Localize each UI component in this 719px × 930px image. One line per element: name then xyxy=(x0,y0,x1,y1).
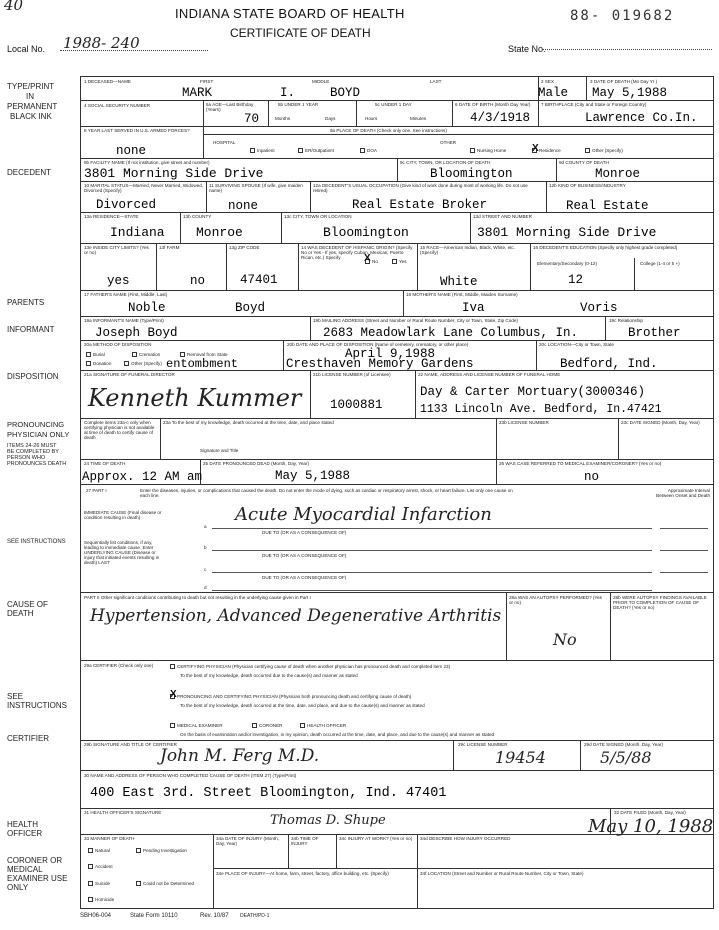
value-business: Real Estate xyxy=(566,199,649,213)
option-suicide[interactable]: Suicide xyxy=(88,881,110,886)
side-medical: MEDICAL xyxy=(7,865,43,874)
value-mother-last: Voris xyxy=(580,301,618,315)
row-line xyxy=(80,126,714,127)
value-relationship: Brother xyxy=(628,326,681,340)
col-line xyxy=(580,740,581,770)
side-only: ONLY xyxy=(7,883,29,892)
label-business: 12b KIND OF BUSINESS/INDUSTRY xyxy=(549,183,626,188)
label-relationship: 19c Relationship xyxy=(609,318,643,323)
value-fd-license: 1000881 xyxy=(330,398,383,412)
row-line xyxy=(80,740,714,741)
col-line xyxy=(281,212,282,243)
option-cremation[interactable]: Cremation xyxy=(132,352,160,357)
label-fd-signature: 21a SIGNATURE OF FUNERAL DIRECTOR xyxy=(84,372,175,377)
value-date-pronounced: May 5,1988 xyxy=(275,469,351,483)
option-could-not-determine[interactable]: Could not be Determined xyxy=(136,881,196,886)
col-line xyxy=(213,834,214,909)
local-no-label: Local No. xyxy=(7,44,46,54)
row-line xyxy=(80,100,714,101)
agency-title: INDIANA STATE BOARD OF HEALTH xyxy=(175,6,405,21)
label-referred: 26 WAS CASE REFERRED TO MEDICAL EXAMINER/CORONER? (Yes or no) xyxy=(499,461,662,466)
side-in: IN xyxy=(26,92,34,101)
value-referred: no xyxy=(584,470,600,484)
row-line xyxy=(80,340,714,341)
label-29c: 29c LICENSE NUMBER xyxy=(458,742,508,747)
value-date-of-death: May 5,1988 xyxy=(592,86,668,100)
side-see-instructions: SEE INSTRUCTIONS xyxy=(7,539,66,545)
label-line-a: a xyxy=(204,524,207,529)
side-see: SEE xyxy=(7,692,24,701)
value-disposition-location: Bedford, Ind. xyxy=(560,357,658,371)
option-nursing-home[interactable]: Nursing Home xyxy=(470,148,506,153)
col-line xyxy=(496,459,497,484)
col-line xyxy=(470,212,471,243)
col-line xyxy=(536,340,537,370)
option-homicide[interactable]: Homicide xyxy=(88,897,114,902)
label-32: 32 DATE FILED (Month, Day, Year) xyxy=(614,810,686,815)
col-line xyxy=(310,181,311,212)
value-autopsy: No xyxy=(553,630,577,649)
label-certifier: 29a CERTIFIER (Check only one) xyxy=(84,663,154,668)
footer-form-code: SBH06-004 xyxy=(80,913,112,919)
local-no-value: 1988- 240 xyxy=(63,34,140,52)
side-certifier: CERTIFIER xyxy=(7,734,50,743)
col-line xyxy=(546,181,547,212)
label-disposition-place: 20b DATE AND PLACE OF DISPOSITION (Name of cemetery, crematory, or other place) xyxy=(287,342,469,347)
label-disposition-location: 20c LOCATION—City or Town, State xyxy=(539,342,614,347)
label-race: 15 RACE—American Indian, Black, White, etc. (Specify) xyxy=(420,245,515,255)
row-line xyxy=(80,459,714,460)
col-line xyxy=(530,243,531,290)
col-line xyxy=(586,76,587,100)
label-34b: 34b TIME OF INJURY xyxy=(291,836,319,846)
value-facility: 3801 Morning Side Drive xyxy=(84,166,264,181)
col-line xyxy=(417,243,418,290)
label-name: 1 DECEASED—NAME xyxy=(84,79,131,84)
label-days: Days xyxy=(325,116,336,121)
col-line xyxy=(506,592,507,660)
state-no-line xyxy=(542,49,712,50)
col-line xyxy=(283,340,284,370)
value-funeral-home-1: Day & Carter Mortuary(3000346) xyxy=(420,385,646,399)
row-line xyxy=(80,770,714,771)
side-items-note1: ITEMS 24-26 MUST xyxy=(7,443,57,449)
label-line-c: c xyxy=(204,567,207,572)
label-res-street: 13d STREET AND NUMBER xyxy=(473,214,532,219)
side-coroner-or: CORONER OR xyxy=(7,856,63,865)
value-29d: 5/5/88 xyxy=(600,748,652,767)
label-informant-address: 19b MAILING ADDRESS (Street and Number or Rural Route Number, City or Town, State, Zip Code) xyxy=(313,318,518,323)
value-father: Noble xyxy=(128,301,166,315)
label-res-county: 13b COUNTY xyxy=(183,214,212,219)
label-mother: 18 MOTHER'S NAME (First, Middle, Maiden Surname) xyxy=(406,292,518,297)
option-er[interactable]: ER/Outpatient xyxy=(298,148,334,153)
label-marital: 10 MARITAL STATUS—Married, Never Married, Widowed, Divorced (Specify) xyxy=(84,183,204,193)
label-interval: Approximate Interval Between Onset and Death xyxy=(656,488,710,498)
label-education-college: College (1-4 or 5 +) xyxy=(640,261,680,266)
value-disposition-place: Cresthaven Memory Gardens xyxy=(286,357,474,371)
label-31: 31 HEALTH OFFICER'S SIGNATURE xyxy=(84,810,162,815)
side-cause-of: CAUSE OF xyxy=(7,600,48,609)
option-burial[interactable]: Burial xyxy=(86,352,105,357)
value-32: May 10, 1988 xyxy=(588,816,714,837)
value-res-city: Bloomington xyxy=(323,225,409,240)
label-armed-forces: 8 YEAR LAST SERVED IN U.S. ARMED FORCES? xyxy=(84,128,190,133)
col-line xyxy=(160,418,161,459)
value-disposition-method: entombment xyxy=(166,357,239,371)
option-health-officer[interactable]: HEALTH OFFICER xyxy=(300,723,346,728)
col-line xyxy=(605,316,606,340)
value-zip: 47401 xyxy=(240,273,278,287)
label-dob: 6 DATE OF BIRTH (Month Day Year) xyxy=(455,102,531,107)
value-part-2: Hypertension, Advanced Degenerative Arthritis xyxy=(90,606,502,626)
col-line xyxy=(336,834,337,868)
label-hospital: HOSPITAL xyxy=(213,140,236,145)
col-line xyxy=(310,316,311,340)
col-line xyxy=(496,418,497,459)
col-line xyxy=(288,834,289,868)
line-b xyxy=(212,550,652,551)
label-date-pronounced: 25 DATE PRONOUNCED DEAD (Month, Day, Year) xyxy=(203,461,310,466)
label-line-b: b xyxy=(204,545,207,550)
label-hours: Hours xyxy=(365,116,378,121)
col-line xyxy=(268,100,269,126)
side-items-note3: PERSON WHO xyxy=(7,455,46,461)
side-pronouncing: PRONOUNCING xyxy=(7,420,65,429)
side-type-print: TYPE/PRINT xyxy=(7,82,55,91)
col-line xyxy=(180,212,181,243)
value-farm: no xyxy=(190,274,206,288)
option-certifying-physician[interactable]: CERTIFYING PHYSICIAN (Physician certifying cause of death when another physician has pronounced death and completed item 23) xyxy=(170,664,450,669)
value-last: BOYD xyxy=(330,86,361,100)
col-line xyxy=(403,290,404,316)
value-race: White xyxy=(440,275,478,289)
label-part-2: PART II Other significant conditions contributing to death but not resulting in the underlying cause given in Part I xyxy=(84,595,311,600)
side-permanent: PERMANENT xyxy=(7,102,58,111)
row-line xyxy=(80,243,714,244)
value-30: 400 East 3rd. Street Bloomington, Ind. 47401 xyxy=(90,786,447,801)
value-informant: Joseph Boyd xyxy=(95,326,178,340)
value-middle: I. xyxy=(280,86,296,100)
label-ssn: 4 SOCIAL SECURITY NUMBER xyxy=(84,103,151,108)
value-education: 12 xyxy=(568,273,584,287)
label-facility: 9b FACILITY NAME (If not institution, give street and number) xyxy=(84,160,210,165)
row-line xyxy=(213,868,714,869)
footer-rev: Rev. 10/87 xyxy=(200,913,229,919)
col-line xyxy=(203,126,204,158)
label-23a-signature: Signature and Title xyxy=(200,448,239,453)
value-inside-city: yes xyxy=(107,274,130,288)
col-line xyxy=(206,181,207,212)
option-residence[interactable]: Residence xyxy=(532,148,561,153)
label-middle: MIDDLE xyxy=(312,79,330,84)
label-months: Months xyxy=(275,116,291,121)
label-birthplace: 7 BIRTHPLACE (City and State or Foreign Country) xyxy=(541,102,647,107)
col-line xyxy=(397,158,398,181)
value-birthplace: Lawrence Co.In. xyxy=(585,111,698,125)
label-hispanic: 14 WAS DECEDENT OF HISPANIC ORIGIN? (Specify No or Yes - If yes, specify Cuban, Mexican, Puerto Rican, etc.) Specify xyxy=(301,245,413,260)
col-line xyxy=(203,100,204,126)
col-line xyxy=(618,418,619,459)
col-line xyxy=(538,100,539,126)
value-mother: Iva xyxy=(462,301,485,315)
side-parents: PARENTS xyxy=(7,298,45,307)
value-first: MARK xyxy=(182,86,213,100)
state-no-value: 88- 019682 xyxy=(570,8,675,24)
corner-mark: 40 xyxy=(4,0,24,14)
label-autopsy: 28a WAS AN AUTOPSY PERFORMED? (Yes or no) xyxy=(509,595,602,605)
option-donation[interactable]: Donation xyxy=(86,361,111,366)
label-place-of-death: 9a PLACE OF DEATH (Check only one. See instructions) xyxy=(330,128,447,133)
value-disposition-date: April 9,1988 xyxy=(345,347,436,361)
label-34e: 34e PLACE OF INJURY—At home, farm, street, factory, office building, etc. (Specify) xyxy=(216,871,389,876)
value-sex: Male xyxy=(538,86,569,100)
label-34a: 34a DATE OF INJURY (Month, Day, Year) xyxy=(216,836,280,846)
label-due-to-c: DUE TO (OR AS A CONSEQUENCE OF) xyxy=(262,575,347,580)
col-line xyxy=(453,740,454,770)
option-other[interactable]: Other (Specify) xyxy=(585,148,623,153)
hispanic-check-mark: X xyxy=(364,253,371,264)
label-under-1-day: 5c UNDER 1 DAY xyxy=(375,102,412,107)
label-time-of-death: 24 TIME OF DEATH xyxy=(84,461,126,466)
col-line xyxy=(298,243,299,290)
side-examiner: EXAMINER USE xyxy=(7,874,68,883)
value-armed-forces: none xyxy=(116,144,147,158)
option-inpatient[interactable]: Inpatient xyxy=(250,148,275,153)
interval-b xyxy=(660,550,708,551)
label-line-d: d xyxy=(204,585,207,590)
side-physician-only: PHYSICIAN ONLY xyxy=(7,430,70,439)
label-first: FIRST xyxy=(200,79,214,84)
text-medical-examiner: On the basis of examination and/or investigation, in my opinion, death occurred at the time, date, and place, and due to the cause(s) and manner as stated xyxy=(180,732,495,737)
value-informant-address: 2683 Meadowlark Lane Columbus, In. xyxy=(323,326,579,340)
value-occupation: Real Estate Broker xyxy=(352,198,488,212)
col-line xyxy=(634,258,635,290)
interval-c xyxy=(660,572,708,573)
label-sequential: Sequentially list conditions, if any, leading to immediate cause. Enter UNDERLYING CAUSE (Disease or injury that initiated events resulting in death) LAST xyxy=(84,540,160,565)
label-father: 17 FATHER'S NAME (First, Middle, Last) xyxy=(84,292,168,297)
label-res-city: 13c CITY, TOWN OR LOCATION xyxy=(284,214,352,219)
state-no-label: State No. xyxy=(508,44,546,54)
row-line xyxy=(80,290,714,291)
value-cause-a: Acute Myocardial Infarction xyxy=(235,504,492,525)
line-d xyxy=(212,590,652,591)
value-county-of-death: Monroe xyxy=(595,167,641,181)
label-immediate-cause: IMMEDIATE CAUSE (Final disease or condition resulting in death) xyxy=(84,510,162,520)
label-farm: 13f FARM xyxy=(159,245,180,250)
option-removal[interactable]: Removal from State xyxy=(180,352,228,357)
value-father-last: Boyd xyxy=(235,301,266,315)
label-23a: 23a To the best of my knowledge, death occurred at the time, date, and place stated xyxy=(163,420,334,425)
value-spouse: none xyxy=(228,199,259,213)
value-31: Thomas D. Shupe xyxy=(270,813,386,828)
label-spouse: 11 SURVIVING SPOUSE (If wife, give maiden name) xyxy=(209,183,303,193)
col-line xyxy=(556,158,557,181)
label-part-1: 27 PART I xyxy=(86,488,107,493)
option-other-disposition[interactable]: Other (Specify) xyxy=(124,361,162,366)
row-line xyxy=(80,808,714,809)
label-fd-license: 21b LICENSE NUMBER (of Licensee) xyxy=(313,372,391,377)
value-29c: 19454 xyxy=(495,748,546,767)
label-23b: 23b LICENSE NUMBER xyxy=(499,420,549,425)
label-23-note: Complete items 23a-c only when certifying physician is not available at time of death to certify cause of death xyxy=(84,420,155,440)
text-certifying-physician: To the best of my knowledge, death occurred due to the cause(s) and manner as stated xyxy=(180,673,358,678)
value-city-of-death: Bloomington xyxy=(430,167,513,181)
option-doa[interactable]: DOA xyxy=(360,148,377,153)
pronouncing-check-mark: X xyxy=(170,689,177,700)
local-no-line xyxy=(60,50,208,51)
label-date-of-death: 3 DATE OF DEATH (Mo Day Yr ) xyxy=(590,79,658,84)
label-county-of-death: 9d COUNTY OF DEATH xyxy=(559,160,609,165)
footer-state-form: State Form 10110 xyxy=(130,913,178,919)
side-disposition: DISPOSITION xyxy=(7,372,59,381)
side-black-ink: BLACK INK xyxy=(10,112,52,121)
side-officer: OFFICER xyxy=(7,829,43,838)
label-informant: 19a INFORMANT'S NAME (Type/Print) xyxy=(84,318,164,323)
option-pending[interactable]: Pending Investigation xyxy=(136,848,196,853)
col-line xyxy=(310,370,311,418)
interval-a xyxy=(660,528,708,529)
side-decedent: DECEDENT xyxy=(7,168,52,177)
label-inside-city: 13e INSIDE CITY LIMITS? (Yes or no) xyxy=(84,245,149,255)
value-age: 70 xyxy=(244,112,260,126)
label-due-to-b: DUE TO (OR AS A CONSEQUENCE OF) xyxy=(262,553,347,558)
side-informant: INFORMANT xyxy=(7,325,55,334)
option-hispanic-yes[interactable]: Yes xyxy=(392,259,407,264)
line-a xyxy=(212,528,652,529)
option-natural[interactable]: Natural xyxy=(88,848,110,853)
label-certifier-signature: 29b SIGNATURE AND TITLE OF CERTIFIER xyxy=(84,742,177,747)
label-under-1-year: 5b UNDER 1 YEAR xyxy=(278,102,319,107)
col-line xyxy=(417,834,418,909)
fd-signature: Kenneth Kummer xyxy=(88,384,302,412)
label-34d: 34d DESCRIBE HOW INJURY OCCURRED xyxy=(420,836,511,841)
label-disposition-method: 20a METHOD OF DISPOSITION xyxy=(84,342,152,347)
side-instructions: INSTRUCTIONS xyxy=(7,701,67,710)
residence-check-mark: X xyxy=(532,143,539,154)
value-certifier-signature: John M. Ferg M.D. xyxy=(160,746,320,766)
row-line xyxy=(80,660,714,661)
col-line xyxy=(156,243,157,290)
label-city-of-death: 9c CITY, TOWN, OR LOCATION OF DEATH xyxy=(400,160,491,165)
text-pronouncing-physician: To the best of my knowledge, death occurred at the time, date, and place, and due to the cause(s) and manner as stated xyxy=(180,703,425,708)
value-res-county: Monroe xyxy=(196,225,243,240)
value-marital: Divorced xyxy=(96,198,157,212)
value-dob: 4/3/1918 xyxy=(470,111,531,125)
value-time-of-death: Approx. 12 AM am xyxy=(82,470,203,484)
label-last: LAST xyxy=(430,79,442,84)
label-res-state: 13a RESIDENCE—STATE xyxy=(84,214,139,219)
option-hispanic-no[interactable]: No xyxy=(365,259,378,264)
label-minutes: Minutes xyxy=(410,116,427,121)
row-line xyxy=(80,181,714,182)
col-line xyxy=(415,370,416,418)
label-23c: 23c DATE SIGNED (Month, Day, Year) xyxy=(621,420,700,425)
col-line xyxy=(452,100,453,126)
label-autopsy-findings: 28b WERE AUTOPSY FINDINGS AVAILABLE PRIOR TO COMPLETION OF CAUSE OF DEATH? (Yes or no) xyxy=(613,595,707,610)
label-34f: 34f LOCATION (Street and Number or Rural Route Number, City or Town, State) xyxy=(420,871,584,876)
col-line xyxy=(356,100,357,126)
label-other-place: OTHER xyxy=(440,140,457,145)
option-pronouncing-physician[interactable]: PRONOUNCING AND CERTIFYING PHYSICIAN (Physician both pronouncing death and certifying cause of death) xyxy=(170,694,411,699)
label-funeral-home: 22 NAME, ADDRESS AND LICENSE NUMBER OF FUNERAL HOME xyxy=(418,372,561,377)
row-line xyxy=(80,484,714,485)
col-line xyxy=(226,243,227,290)
label-due-to-a: DUE TO (OR AS A CONSEQUENCE OF) xyxy=(262,530,347,535)
col-line xyxy=(610,592,611,660)
label-34c: 34c INJURY AT WORK? (Yes or no) xyxy=(339,836,413,841)
label-education-elementary: Elementary/Secondary (0-12) xyxy=(537,261,598,266)
label-education: 16 DECEDENT'S EDUCATION (Specify only highest grade completed) xyxy=(533,245,678,250)
label-age: 5a AGE—Last Birthday (Years) xyxy=(206,102,254,112)
label-29d: 29d DATE SIGNED (Month, Day, Year) xyxy=(584,742,663,747)
side-items-note2: BE COMPLETED BY xyxy=(7,449,59,455)
value-res-state: Indiana xyxy=(110,225,165,240)
footer-death-pd: DEATH/PD-1 xyxy=(240,913,270,919)
option-accident[interactable]: Accident xyxy=(88,864,113,869)
value-funeral-home-2: 1133 Lincoln Ave. Bedford, In.47421 xyxy=(420,403,662,416)
certificate-title: CERTIFICATE OF DEATH xyxy=(230,26,371,40)
option-coroner[interactable]: CORONER xyxy=(252,723,282,728)
row-line xyxy=(80,316,714,317)
side-death: DEATH xyxy=(7,609,34,618)
option-medical-examiner[interactable]: MEDICAL EXAMINER xyxy=(170,723,223,728)
label-occupation: 12a DECEDENT'S USUAL OCCUPATION (Give kind of work done during most of working life. Do not use retired) xyxy=(313,183,528,193)
row-line xyxy=(203,134,714,135)
label-sex: 2 SEX xyxy=(541,79,555,84)
row-line xyxy=(80,592,714,593)
label-part-1-text: Enter the diseases, injuries, or complications that caused the death. Do not enter the mode of dying, such as cardiac or respiratory arrest, shock, or heart failure. List only one cause on each line. xyxy=(140,488,513,498)
line-c xyxy=(212,572,652,573)
label-30: 30 NAME AND ADDRESS OF PERSON WHO COMPLETED CAUSE OF DEATH (ITEM 27) (Type/Print) xyxy=(84,773,297,778)
side-health: HEALTH xyxy=(7,820,38,829)
value-res-street: 3801 Morning Side Drive xyxy=(477,225,657,240)
side-items-note4: PRONOUNCES DEATH xyxy=(7,461,67,467)
label-zip: 13g ZIP CODE xyxy=(229,245,260,250)
label-manner: 33 MANNER OF DEATH xyxy=(84,836,135,841)
